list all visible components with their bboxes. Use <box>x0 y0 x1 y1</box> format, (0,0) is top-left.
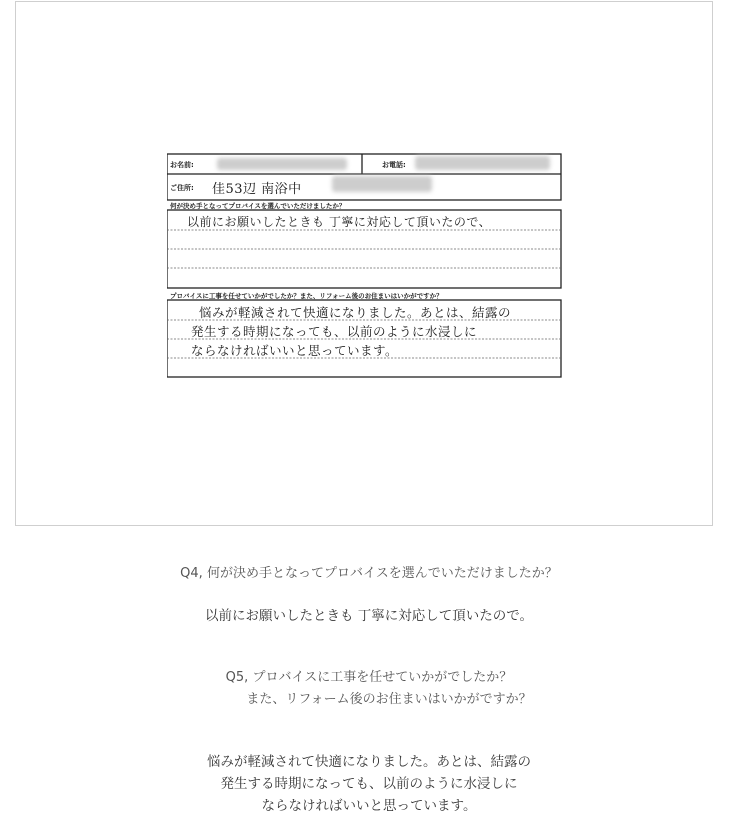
address-handwritten: 佳53辺 南浴中 <box>212 182 302 197</box>
q5-handwritten-line: ならなければいいと思っています。 <box>191 343 399 358</box>
q5-question-line: Q5, プロバイスに工事を任せていかがでしたか？ <box>225 670 513 685</box>
q5-answer-line: ならなければいいと思っています。 <box>261 798 477 814</box>
q5-handwritten-line: 発生する時期になっても、以前のように水浸しに <box>191 324 478 339</box>
phone-redacted <box>415 156 550 170</box>
q5-answer-line: 発生する時期になっても、以前のように水浸しに <box>220 776 518 792</box>
q4-section <box>0 563 738 627</box>
name-redacted <box>217 158 347 170</box>
q4-answer: 以前にお願いしたときも 丁寧に対応して頂いたので。 <box>204 608 534 624</box>
q5-form-heading: プロバイスに工事を任せていかがでしたか？また、リフォーム後のお住まいはいかがですか？ <box>170 292 443 300</box>
address-label: ご住所: <box>170 184 194 192</box>
q5-handwritten-line: 悩みが軽減されて快適になりました。あとは、結露の <box>199 305 512 320</box>
q5-answer-line: 悩みが軽減されて快適になりました。あとは、結露の <box>207 754 531 770</box>
survey-form <box>167 152 563 378</box>
address-redacted <box>332 176 432 192</box>
q5-answer <box>0 751 738 817</box>
q4-form-heading: 何が決め手となってプロバイスを選んでいただけましたか？ <box>170 202 346 210</box>
q5-section <box>0 667 738 711</box>
q4-handwritten-line: 以前にお願いしたときも 丁寧に対応して頂いたので、 <box>187 215 492 229</box>
phone-label: お電話: <box>382 161 406 169</box>
survey-scan-image <box>15 1 713 526</box>
q4-question: Q4, 何が決め手となってプロバイスを選んでいただけましたか？ <box>180 566 558 581</box>
name-label: お名前: <box>170 161 194 169</box>
q5-question-line: また、リフォーム後のお住まいはいかがですか？ <box>246 692 532 707</box>
